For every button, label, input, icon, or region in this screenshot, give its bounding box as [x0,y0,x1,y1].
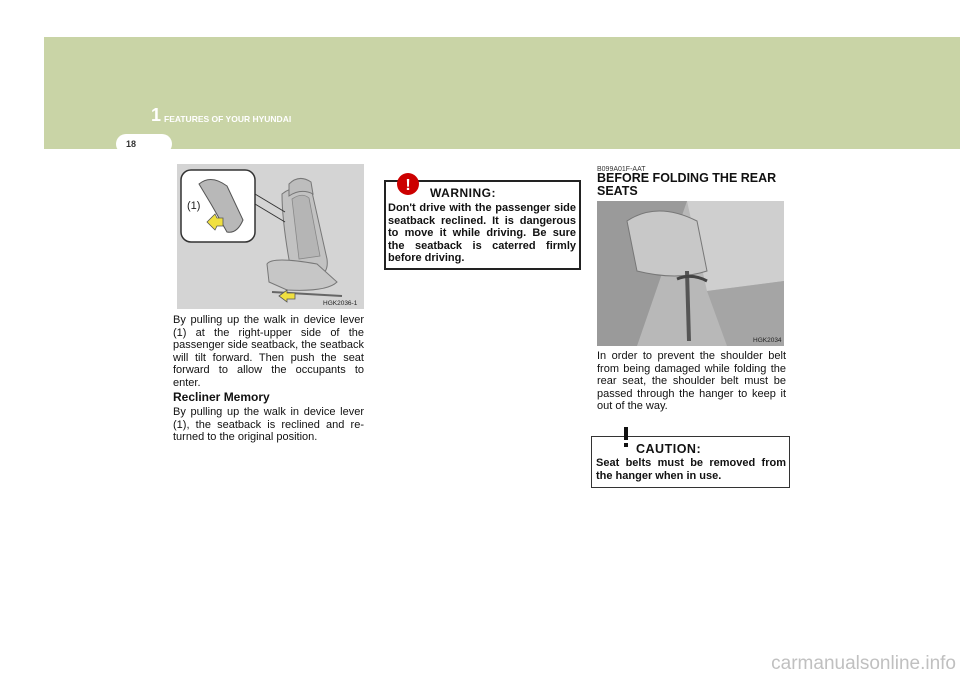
warning-title: WARNING: [430,186,496,200]
section-title: BEFORE FOLDING THE REAR SEATS [597,171,777,198]
seat-illustration [177,164,364,309]
warning-icon [396,172,420,196]
right-paragraph: In order to prevent the shoulder belt from being damaged while folding the rear seat, the shoulder belt must be passed through the hanger to keep it out of the way. [597,350,786,412]
warning-box [384,177,581,270]
chapter-title: FEATURES OF YOUR HYUNDAI [164,114,292,124]
figure-caption: HGK2036-1 [323,300,358,307]
chapter-number: 1 [151,105,162,125]
caution-text: Seat belts must be removed from the hanger when in use. [596,457,786,482]
caution-title: CAUTION: [636,442,702,456]
figure-caption: HGK2034 [753,337,782,344]
caution-icon [616,425,636,449]
watermark: carmanualsonline.info [660,650,960,678]
hanger-figure [597,201,784,346]
figure-callout-label: (1) [187,200,201,212]
header-band [44,37,960,149]
subheading-recliner-memory: Recliner Memory [173,390,270,404]
page-tab [116,134,172,154]
caution-box [591,436,790,488]
warning-text: Don't drive with the passenger side seatback reclined. It is dangerous to move it while driving. Be sure the seatback is caterred firmly before driving. [388,202,576,264]
seat-figure [177,164,364,309]
warning-symbol: ! [405,177,411,194]
left-paragraph-2: By pulling up the walk in device lever (1), the seatback is reclined and re-turned to the original position. [173,406,364,443]
page-number: 18 [126,139,137,149]
section-code: B099A01F-AAT [597,166,646,173]
left-paragraph-1: By pulling up the walk in device lever (1) at the right-upper side of the passenger side seatback, the seatback will tilt forward. Then push the seat forward to allow the occupants to enter. [173,314,364,389]
hanger-illustration [597,201,784,346]
